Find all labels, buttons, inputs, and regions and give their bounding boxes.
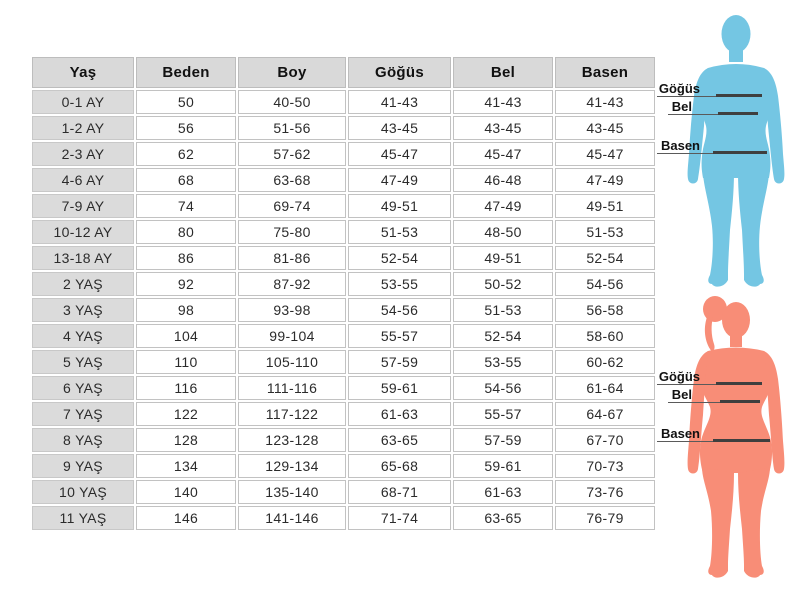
- value-cell: 105-110: [238, 350, 346, 374]
- age-cell: 0-1 AY: [32, 90, 134, 114]
- age-cell: 1-2 AY: [32, 116, 134, 140]
- value-cell: 117-122: [238, 402, 346, 426]
- woman-chest-label: Göğüs: [658, 369, 700, 384]
- value-cell: 64-67: [555, 402, 655, 426]
- child-leg-right: [738, 172, 769, 287]
- value-cell: 70-73: [555, 454, 655, 478]
- value-cell: 41-43: [555, 90, 655, 114]
- value-cell: 135-140: [238, 480, 346, 504]
- table-row: [32, 480, 655, 504]
- value-cell: 61-64: [555, 376, 655, 400]
- value-cell: 56: [136, 116, 236, 140]
- age-cell: 13-18 AY: [32, 246, 134, 270]
- value-cell: 65-68: [348, 454, 451, 478]
- woman-body: [688, 296, 785, 578]
- value-cell: 57-59: [453, 428, 553, 452]
- table-header-row: [32, 57, 655, 88]
- column-header-waist: Bel: [453, 57, 553, 88]
- age-cell: 2 YAŞ: [32, 272, 134, 296]
- value-cell: 46-48: [453, 168, 553, 192]
- value-cell: 51-53: [348, 220, 451, 244]
- column-header-size: Beden: [136, 57, 236, 88]
- woman-torso: [700, 348, 772, 474]
- value-cell: 141-146: [238, 506, 346, 530]
- value-cell: 52-54: [453, 324, 553, 348]
- value-cell: 98: [136, 298, 236, 322]
- value-cell: 59-61: [348, 376, 451, 400]
- child-chest-measure-line: [716, 94, 762, 97]
- value-cell: 52-54: [348, 246, 451, 270]
- table-row: [32, 142, 655, 166]
- value-cell: 49-51: [555, 194, 655, 218]
- age-cell: 8 YAŞ: [32, 428, 134, 452]
- child-torso: [700, 64, 772, 178]
- value-cell: 57-59: [348, 350, 451, 374]
- value-cell: 47-49: [348, 168, 451, 192]
- value-cell: 55-57: [453, 402, 553, 426]
- value-cell: 93-98: [238, 298, 346, 322]
- child-neck: [729, 48, 743, 62]
- woman-ponytail-strand: [705, 317, 715, 351]
- table-row: [32, 194, 655, 218]
- age-cell: 2-3 AY: [32, 142, 134, 166]
- value-cell: 51-53: [453, 298, 553, 322]
- value-cell: 116: [136, 376, 236, 400]
- column-header-height: Boy: [238, 57, 346, 88]
- value-cell: 48-50: [453, 220, 553, 244]
- value-cell: 61-63: [348, 402, 451, 426]
- value-cell: 50-52: [453, 272, 553, 296]
- value-cell: 61-63: [453, 480, 553, 504]
- value-cell: 68-71: [348, 480, 451, 504]
- column-header-hip: Basen: [555, 57, 655, 88]
- table-row: [32, 454, 655, 478]
- table-row: [32, 402, 655, 426]
- value-cell: 80: [136, 220, 236, 244]
- value-cell: 54-56: [453, 376, 553, 400]
- value-cell: 45-47: [453, 142, 553, 166]
- value-cell: 45-47: [555, 142, 655, 166]
- age-cell: 6 YAŞ: [32, 376, 134, 400]
- value-cell: 62: [136, 142, 236, 166]
- woman-neck: [730, 332, 742, 347]
- value-cell: 68: [136, 168, 236, 192]
- value-cell: 51-56: [238, 116, 346, 140]
- child-waist-label: Bel: [671, 99, 692, 114]
- table-row: [32, 246, 655, 270]
- value-cell: 129-134: [238, 454, 346, 478]
- value-cell: 49-51: [348, 194, 451, 218]
- woman-waist-label: Bel: [671, 387, 692, 402]
- age-cell: 10 YAŞ: [32, 480, 134, 504]
- value-cell: 58-60: [555, 324, 655, 348]
- value-cell: 67-70: [555, 428, 655, 452]
- value-cell: 110: [136, 350, 236, 374]
- age-cell: 3 YAŞ: [32, 298, 134, 322]
- value-cell: 53-55: [348, 272, 451, 296]
- value-cell: 111-116: [238, 376, 346, 400]
- value-cell: 87-92: [238, 272, 346, 296]
- age-cell: 10-12 AY: [32, 220, 134, 244]
- table-row: [32, 90, 655, 114]
- value-cell: 69-74: [238, 194, 346, 218]
- value-cell: 76-79: [555, 506, 655, 530]
- table-row: [32, 116, 655, 140]
- value-cell: 104: [136, 324, 236, 348]
- child-chest-label: Göğüs: [658, 81, 700, 96]
- value-cell: 54-56: [348, 298, 451, 322]
- table-row: [32, 220, 655, 244]
- value-cell: 74: [136, 194, 236, 218]
- woman-hip-measure-line: [713, 439, 770, 442]
- table-row: [32, 506, 655, 530]
- child-hip-measure-line: [713, 151, 767, 154]
- value-cell: 54-56: [555, 272, 655, 296]
- column-header-chest: Göğüs: [348, 57, 451, 88]
- value-cell: 50: [136, 90, 236, 114]
- age-cell: 5 YAŞ: [32, 350, 134, 374]
- value-cell: 47-49: [555, 168, 655, 192]
- value-cell: 63-65: [348, 428, 451, 452]
- value-cell: 43-45: [555, 116, 655, 140]
- value-cell: 40-50: [238, 90, 346, 114]
- child-head: [722, 15, 751, 53]
- value-cell: 134: [136, 454, 236, 478]
- value-cell: 51-53: [555, 220, 655, 244]
- value-cell: 73-76: [555, 480, 655, 504]
- value-cell: 71-74: [348, 506, 451, 530]
- value-cell: 57-62: [238, 142, 346, 166]
- age-cell: 7-9 AY: [32, 194, 134, 218]
- value-cell: 92: [136, 272, 236, 296]
- table-row: [32, 272, 655, 296]
- table-row: [32, 376, 655, 400]
- value-cell: 53-55: [453, 350, 553, 374]
- age-cell: 11 YAŞ: [32, 506, 134, 530]
- table-row: [32, 168, 655, 192]
- size-table: [30, 55, 657, 532]
- value-cell: 81-86: [238, 246, 346, 270]
- value-cell: 122: [136, 402, 236, 426]
- value-cell: 86: [136, 246, 236, 270]
- column-header-age: Yaş: [32, 57, 134, 88]
- child-leg-left: [703, 172, 734, 287]
- value-cell: 47-49: [453, 194, 553, 218]
- value-cell: 60-62: [555, 350, 655, 374]
- value-cell: 43-45: [348, 116, 451, 140]
- size-table-body: [32, 90, 655, 530]
- table-row: [32, 298, 655, 322]
- value-cell: 55-57: [348, 324, 451, 348]
- woman-chest-measure-line: [716, 382, 762, 385]
- value-cell: 140: [136, 480, 236, 504]
- age-cell: 9 YAŞ: [32, 454, 134, 478]
- value-cell: 43-45: [453, 116, 553, 140]
- value-cell: 56-58: [555, 298, 655, 322]
- woman-leg-left: [702, 467, 734, 578]
- value-cell: 41-43: [348, 90, 451, 114]
- value-cell: 123-128: [238, 428, 346, 452]
- value-cell: 99-104: [238, 324, 346, 348]
- child-waist-measure-line: [718, 112, 758, 115]
- table-row: [32, 428, 655, 452]
- age-cell: 7 YAŞ: [32, 402, 134, 426]
- value-cell: 52-54: [555, 246, 655, 270]
- age-cell: 4-6 AY: [32, 168, 134, 192]
- value-cell: 41-43: [453, 90, 553, 114]
- woman-waist-measure-line: [720, 400, 760, 403]
- woman-leg-right: [738, 467, 770, 578]
- table-row: [32, 324, 655, 348]
- woman-hip-label: Basen: [660, 426, 700, 441]
- table-row: [32, 350, 655, 374]
- age-cell: 4 YAŞ: [32, 324, 134, 348]
- value-cell: 49-51: [453, 246, 553, 270]
- child-hip-label: Basen: [660, 138, 700, 153]
- value-cell: 128: [136, 428, 236, 452]
- value-cell: 45-47: [348, 142, 451, 166]
- value-cell: 59-61: [453, 454, 553, 478]
- value-cell: 146: [136, 506, 236, 530]
- value-cell: 63-65: [453, 506, 553, 530]
- value-cell: 63-68: [238, 168, 346, 192]
- value-cell: 75-80: [238, 220, 346, 244]
